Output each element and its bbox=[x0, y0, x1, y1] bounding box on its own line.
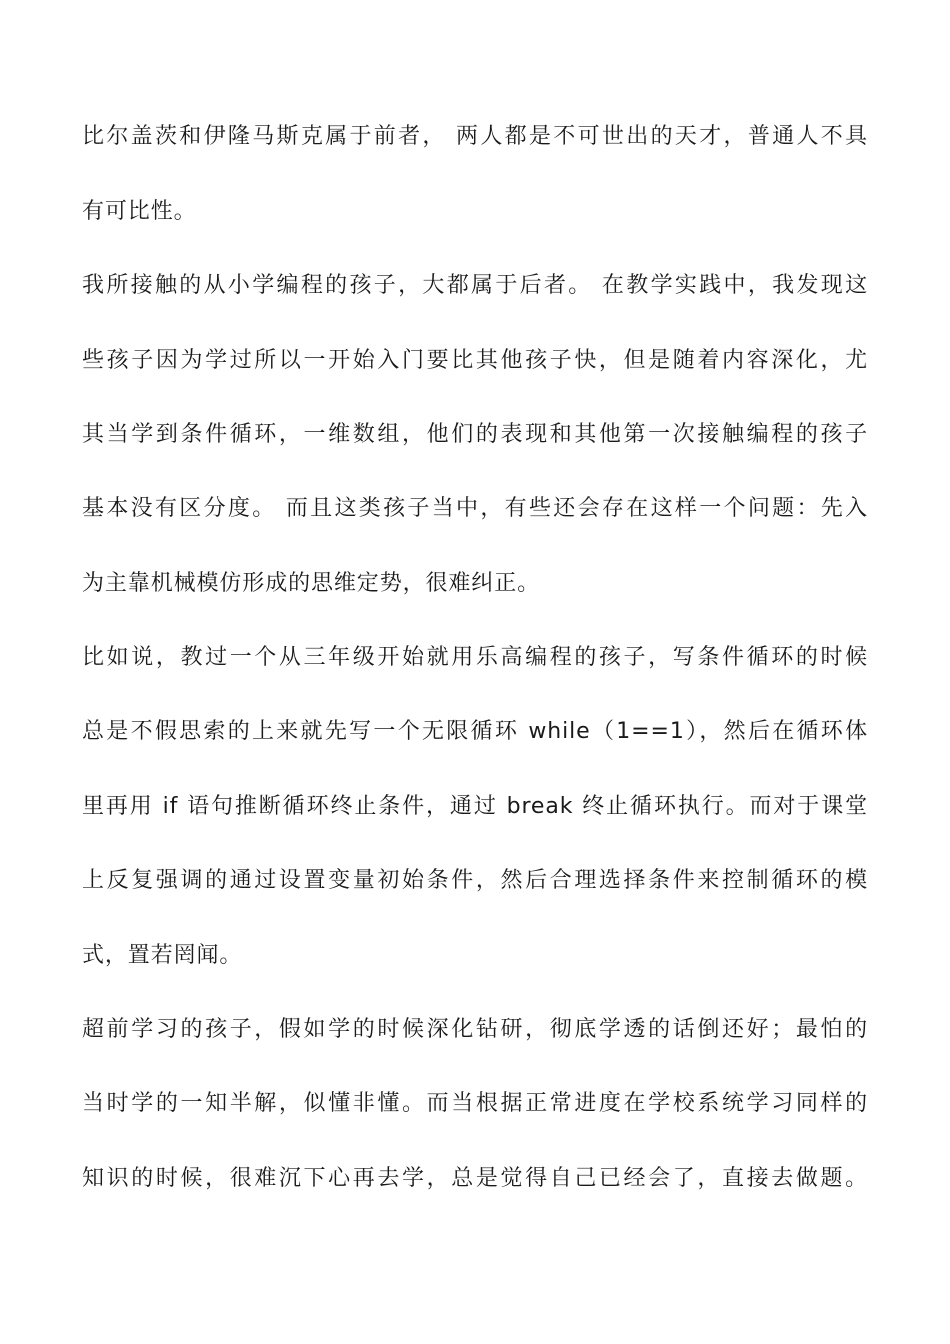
text-line: 我所接触的从小学编程的孩子，大都属于后者。 在教学实践中，我发现这 bbox=[82, 273, 868, 298]
text-line: 里再用 if 语句推断循环终止条件，通过 break 终止循环执行。而对于课堂 bbox=[82, 794, 868, 819]
text-line: 超前学习的孩子，假如学的时候深化钻研，彻底学透的话倒还好；最怕的 bbox=[82, 1017, 868, 1042]
text-line: 总是不假思索的上来就先写一个无限循环 while（1==1），然后在循环体 bbox=[82, 719, 868, 744]
text-line: 为主靠机械模仿形成的思维定势，很难纠正。 bbox=[82, 571, 541, 596]
text-line: 比如说，教过一个从三年级开始就用乐高编程的孩子，写条件循环的时候 bbox=[82, 645, 868, 670]
text-line: 些孩子因为学过所以一开始入门要比其他孩子快，但是随着内容深化，尤 bbox=[82, 348, 868, 373]
text-line: 知识的时候，很难沉下心再去学，总是觉得自己已经会了，直接去做题。 bbox=[82, 1166, 868, 1191]
text-line: 基本没有区分度。 而且这类孩子当中，有些还会存在这样一个问题：先入 bbox=[82, 496, 868, 521]
text-line: 其当学到条件循环，一维数组，他们的表现和其他第一次接触编程的孩子 bbox=[82, 422, 868, 447]
text-line: 上反复强调的通过设置变量初始条件，然后合理选择条件来控制循环的模 bbox=[82, 868, 868, 893]
text-line: 比尔盖茨和伊隆马斯克属于前者， 两人都是不可世出的天才，普通人不具 bbox=[82, 124, 868, 149]
text-line: 式，置若罔闻。 bbox=[82, 943, 243, 968]
text-line: 有可比性。 bbox=[82, 199, 197, 224]
text-line: 当时学的一知半解，似懂非懂。而当根据正常进度在学校系统学习同样的 bbox=[82, 1091, 868, 1116]
